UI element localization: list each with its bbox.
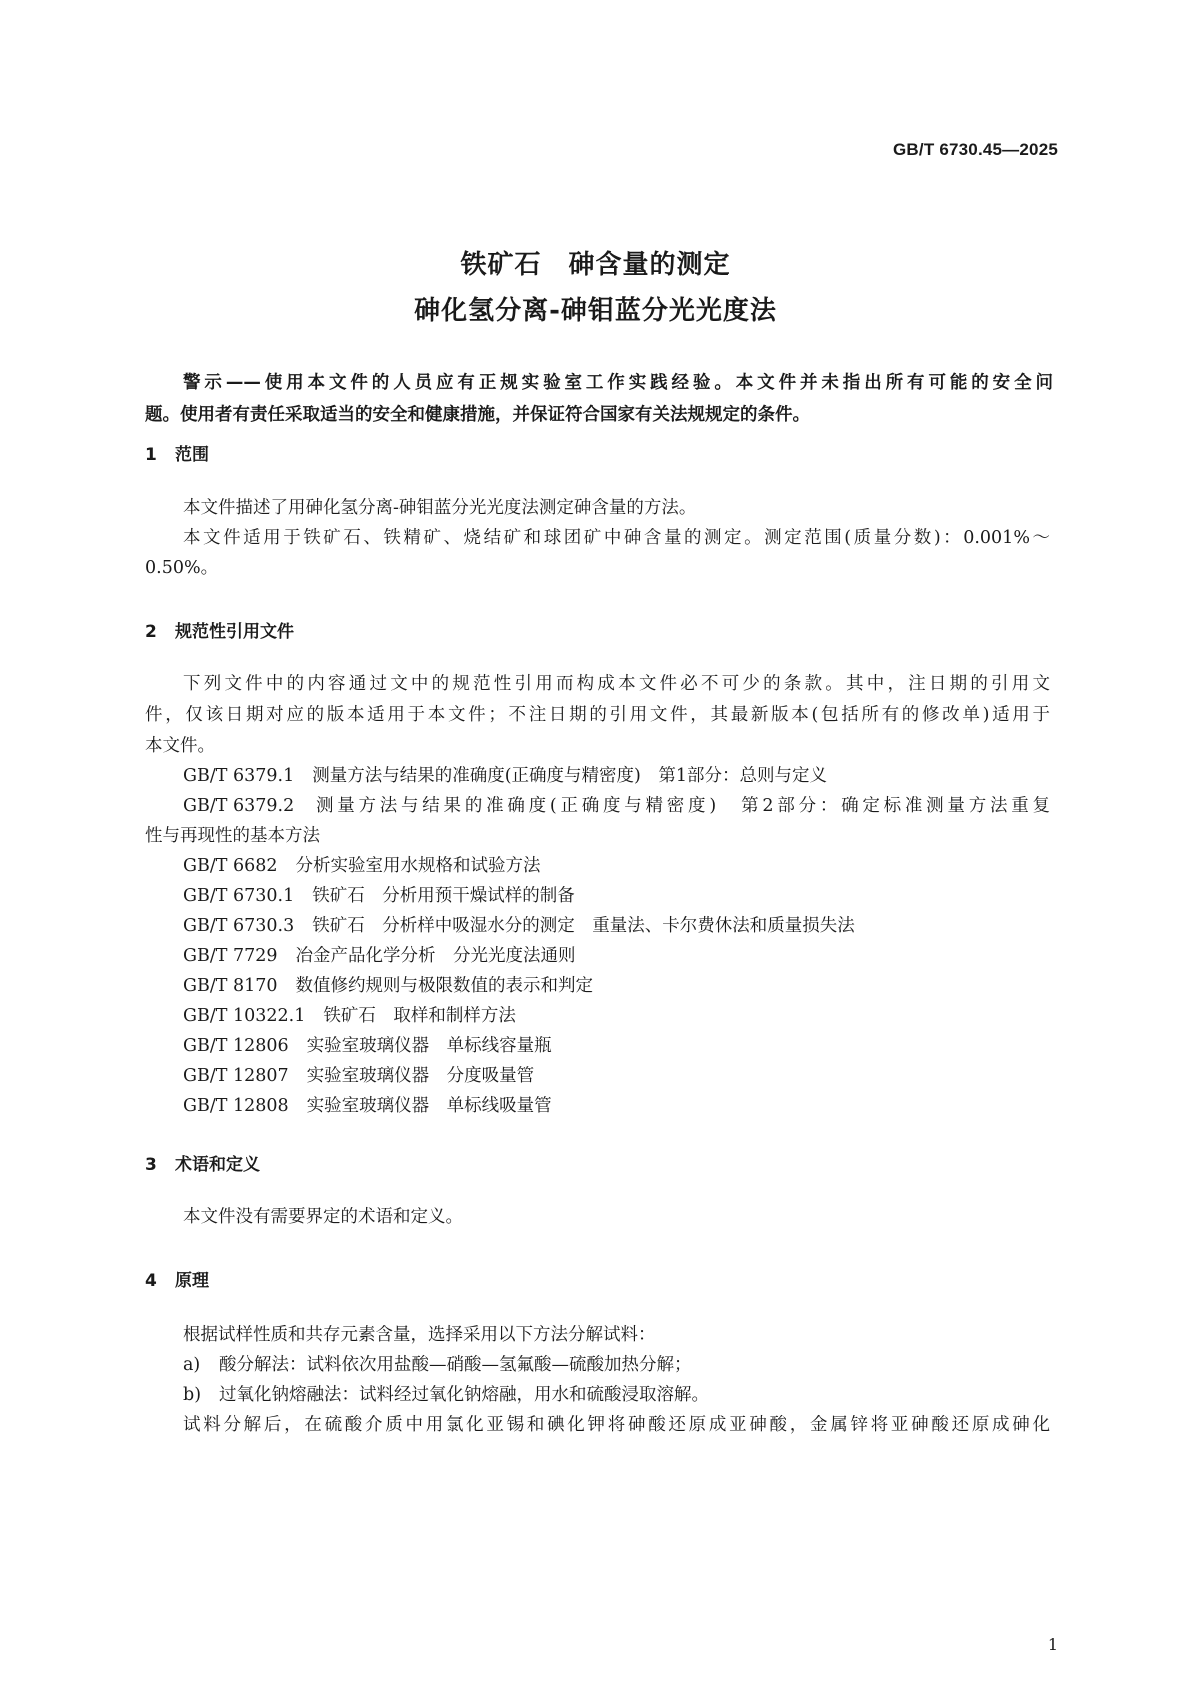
reference-title: 实验室玻璃仪器 分度吸量管 <box>306 1066 535 1086</box>
standard-code: GB/T 6730.45—2025 <box>893 140 1058 159</box>
reference-item <box>183 1031 552 1062</box>
section-number: 4 <box>145 1271 157 1291</box>
reference-continuation: 性与再现性的基本方法 <box>145 826 320 846</box>
reference-code: GB/T 6379.2 <box>183 796 295 816</box>
reference-item <box>183 881 575 912</box>
reference-code: GB/T 7729 <box>183 946 278 966</box>
list-text: 过氧化钠熔融法：试料经过氧化钠熔融，用水和硫酸浸取溶解。 <box>219 1385 709 1405</box>
section-2-heading <box>145 617 294 642</box>
list-item <box>183 1350 692 1381</box>
reference-code: GB/T 8170 <box>183 976 278 996</box>
section-title: 原理 <box>175 1271 209 1291</box>
reference-code: GB/T 12806 <box>183 1036 289 1056</box>
reference-item <box>183 1091 552 1122</box>
section-title: 术语和定义 <box>175 1155 260 1175</box>
reference-item <box>183 941 576 972</box>
section-title: 规范性引用文件 <box>175 622 294 642</box>
page-number: 1 <box>1047 1635 1058 1654</box>
paragraph: 下列文件中的内容通过文中的规范性引用而构成本文件必不可少的条款。其中，注日期的引用文 <box>183 674 1050 694</box>
reference-item <box>183 971 593 1002</box>
section-number: 2 <box>145 622 157 642</box>
reference-title: 数值修约规则与极限数值的表示和判定 <box>295 976 594 996</box>
reference-title: 铁矿石 分析用预干燥试样的制备 <box>312 886 575 906</box>
section-title: 范围 <box>175 445 209 465</box>
reference-title: 实验室玻璃仪器 单标线吸量管 <box>306 1096 552 1116</box>
reference-code: GB/T 6379.1 <box>183 766 295 786</box>
paragraph: 试料分解后，在硫酸介质中用氯化亚锡和碘化钾将砷酸还原成亚砷酸，金属锌将亚砷酸还原成砷化 <box>183 1415 1050 1435</box>
reference-code: GB/T 12807 <box>183 1066 289 1086</box>
paragraph: 本文件适用于铁矿石、铁精矿、烧结矿和球团矿中砷含量的测定。测定范围(质量分数)：0.001%～ <box>183 528 1050 548</box>
reference-item <box>183 911 855 942</box>
document-title-line-1: 铁矿石 砷含量的测定 <box>460 250 731 280</box>
safety-warning-line-2: 题。使用者有责任采取适当的安全和健康措施，并保证符合国家有关法规规定的条件。 <box>145 405 810 425</box>
reference-item <box>183 1001 516 1032</box>
reference-title: 测量方法与结果的准确度(正确度与精密度) 第1部分：总则与定义 <box>312 766 828 786</box>
reference-item <box>183 851 541 882</box>
section-number: 3 <box>145 1155 157 1175</box>
section-3-heading <box>145 1150 260 1175</box>
paragraph: 本文件。 <box>145 736 215 756</box>
reference-code: GB/T 6682 <box>183 856 278 876</box>
paragraph: 件，仅该日期对应的版本适用于本文件；不注日期的引用文件，其最新版本(包括所有的修改单)适用于 <box>145 705 1050 725</box>
list-marker: b) <box>183 1385 202 1405</box>
paragraph: 0.50%。 <box>145 558 219 578</box>
reference-code: GB/T 12808 <box>183 1096 289 1116</box>
reference-title: 铁矿石 分析样中吸湿水分的测定 重量法、卡尔费休法和质量损失法 <box>312 916 855 936</box>
section-number: 1 <box>145 445 157 465</box>
reference-code: GB/T 6730.1 <box>183 886 295 906</box>
reference-item <box>183 791 1050 822</box>
section-1-heading <box>145 440 209 465</box>
list-item <box>183 1380 709 1411</box>
reference-title: 冶金产品化学分析 分光光度法通则 <box>295 946 576 966</box>
section-4-heading <box>145 1266 209 1291</box>
reference-title: 测量方法与结果的准确度(正确度与精密度) 第2部分：确定标准测量方法重复 <box>312 796 1050 816</box>
document-title-line-2: 砷化氢分离-砷钼蓝分光光度法 <box>414 296 777 326</box>
reference-code: GB/T 10322.1 <box>183 1006 306 1026</box>
reference-title: 铁矿石 取样和制样方法 <box>323 1006 516 1026</box>
reference-code: GB/T 6730.3 <box>183 916 295 936</box>
safety-warning-line-1: 警示——使用本文件的人员应有正规实验室工作实践经验。本文件并未指出所有可能的安全问 <box>183 373 1053 393</box>
list-text: 酸分解法：试料依次用盐酸—硝酸—氢氟酸—硫酸加热分解； <box>219 1355 692 1375</box>
list-marker: a) <box>183 1355 201 1375</box>
paragraph: 本文件描述了用砷化氢分离-砷钼蓝分光光度法测定砷含量的方法。 <box>183 498 697 518</box>
reference-item <box>183 1061 534 1092</box>
reference-title: 分析实验室用水规格和试验方法 <box>295 856 541 876</box>
reference-title: 实验室玻璃仪器 单标线容量瓶 <box>306 1036 552 1056</box>
paragraph: 根据试样性质和共存元素含量，选择采用以下方法分解试料： <box>183 1325 656 1345</box>
reference-item <box>183 761 827 792</box>
paragraph: 本文件没有需要界定的术语和定义。 <box>183 1207 463 1227</box>
